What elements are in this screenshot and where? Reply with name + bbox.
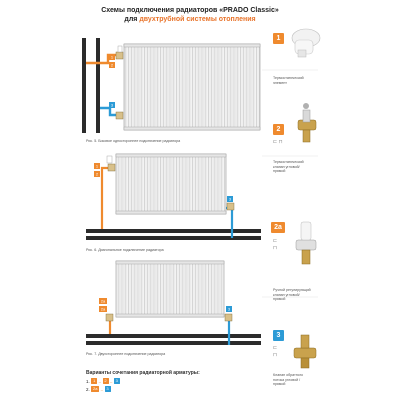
title-line-1: Схемы подключения радиаторов «PRADO Classic» xyxy=(101,7,279,14)
caption-fig5: Рис. 5. Боковое одностороннее подключение радиатора xyxy=(86,139,181,143)
fig6-badge-2: 2 xyxy=(95,171,99,177)
valve-type-icons: ⊏ ⊓ xyxy=(273,139,283,145)
component-badge-2a: 2а xyxy=(271,222,285,233)
component-badge-1: 1 xyxy=(273,33,284,44)
thermostatic-head-image xyxy=(292,29,320,57)
thermostatic-valve-image xyxy=(298,103,316,142)
fig5-badge-1: 1 xyxy=(110,54,114,60)
title-line-2-highlight: двухтрубной системы отопления xyxy=(139,16,256,23)
variant-1-item-3: 3 xyxy=(115,378,118,383)
variants-block xyxy=(86,370,200,392)
fig7-badge-2a-b: 2а xyxy=(100,306,106,312)
radiator-fig5 xyxy=(124,44,260,130)
component-badge-3: 3 xyxy=(273,330,284,341)
return-valve-image xyxy=(294,335,316,368)
variant-1-number: 1. xyxy=(86,378,90,384)
component-label-2: Термостатический клапан угловой/ прямой xyxy=(273,160,304,174)
fig7-badge-3: 3 xyxy=(227,306,231,312)
figure-5-side-connection xyxy=(82,38,260,133)
figure-7-bottom-connection xyxy=(86,261,261,345)
variant-row-2: 2. 2а – 3 xyxy=(86,386,109,392)
manual-valve-type-icons: ⊏ ⊓ xyxy=(273,238,278,251)
fig7-badge-2a: 2а xyxy=(100,298,106,304)
title-line-2-prefix: для xyxy=(124,16,138,23)
fig6-badge-1: 1 xyxy=(95,163,99,169)
figure-6-diagonal-connection xyxy=(86,154,261,240)
manual-valve-image xyxy=(296,222,316,264)
variant-2-item-2: 3 xyxy=(106,386,109,391)
component-badge-2: 2 xyxy=(273,124,284,135)
caption-fig6: Рис. 6. Диагональное подключение радиатора xyxy=(86,248,164,252)
variant-2-number: 2. xyxy=(86,386,90,392)
caption-fig7: Рис. 7. Двухстороннее подключение радиатора xyxy=(86,352,166,356)
component-label-1: Термостатический элемент xyxy=(273,76,304,85)
fig5-badge-3: 3 xyxy=(110,102,114,108)
fig6-badge-3: 3 xyxy=(228,196,232,202)
variant-row-1: 1. 1 – 2 – 3 xyxy=(86,378,118,384)
return-valve-type-icons: ⊏ ⊓ xyxy=(273,345,278,358)
variants-heading: Варианты сочетания радиаторной арматуры: xyxy=(86,370,200,376)
variant-1-item-1: 1 xyxy=(93,378,96,383)
fig5-badge-2: 2 xyxy=(110,62,114,68)
radiator-fig7 xyxy=(116,261,224,317)
component-label-3: Клапан обратного потока угловой / прямой xyxy=(273,373,303,387)
component-label-2a: Ручной регулирующий клапан угловой/ прямой xyxy=(273,288,311,302)
radiator-fig6 xyxy=(116,154,226,214)
variant-1-item-2: 2 xyxy=(104,378,107,383)
variant-2-item-1: 2а xyxy=(93,386,98,391)
